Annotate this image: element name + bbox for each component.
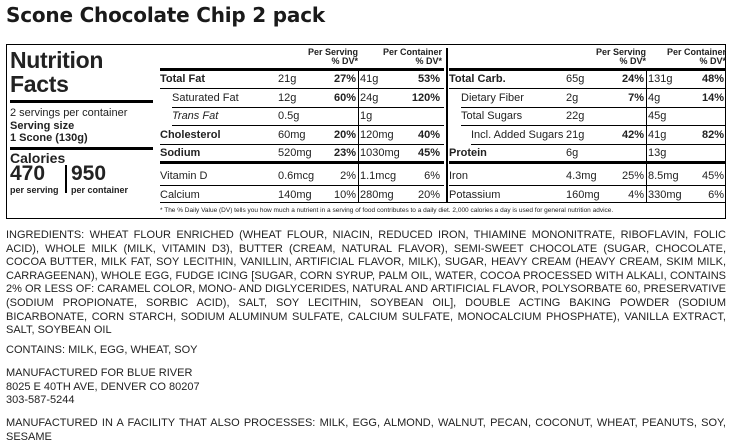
row-divider bbox=[160, 144, 444, 145]
serving-daily-value: 60% bbox=[333, 91, 356, 104]
serving-amount: 160mg bbox=[566, 188, 600, 201]
header-per-serving-right bbox=[562, 48, 646, 66]
serving-amount: 21g bbox=[278, 73, 297, 85]
nutrient-name: Iron bbox=[449, 170, 468, 182]
container-amount: 131g bbox=[648, 73, 673, 85]
nutrient-name: Total Carb. bbox=[449, 73, 506, 85]
header-rule-right bbox=[449, 68, 726, 71]
serving-amount: 2g bbox=[566, 91, 579, 104]
row-divider bbox=[449, 88, 726, 89]
container-daily-value: 14% bbox=[701, 91, 724, 104]
header-per-serving-label: Per Serving bbox=[307, 47, 358, 57]
row-divider bbox=[471, 144, 726, 145]
header-dv-label: % DV* bbox=[699, 56, 726, 66]
serving-amount: 22g bbox=[566, 110, 585, 123]
container-daily-value: 45% bbox=[417, 147, 440, 160]
container-amount: 41g bbox=[360, 73, 379, 85]
nutrient-name: Total Fat bbox=[160, 73, 206, 85]
row-divider bbox=[461, 125, 726, 126]
calories-label: Calories bbox=[10, 150, 66, 166]
heading-line-1: Nutrition bbox=[10, 47, 104, 73]
manufacturer-phone: 303-587-5244 bbox=[6, 394, 75, 407]
container-amount: 8.5mg bbox=[648, 170, 679, 182]
serving-amount: 520mg bbox=[278, 147, 312, 160]
serving-amount: 140mg bbox=[278, 188, 312, 201]
container-amount: 1g bbox=[360, 110, 373, 123]
ingredients-text: INGREDIENTS: WHEAT FLOUR ENRICHED (WHEAT FLOUR, NIACIN, REDUCED IRON, THIAMINE MONONITRATE, RIBOFLAVIN, FOLIC ACID), WHOLE MILK (MILK, VITAMIN D3), BUTTER (CREAM, NATURAL FLAVOR), SEMI-SWEET CHOCOLATE (SUGAR, CHOCOLATE, COCOA BUTTER, MILK FAT, SOY LECITHIN, VANILLIN, ARTIFICIAL FLAVOR, MILK), SUGAR, HEAVY CREAM (HEAVY CREAM, SKIM MILK, CARRAGEENAN), WHOLE EGG, FUDGE ICING [SUGAR, CORN SYRUP, PALM OIL, WATER, COCOA PROCESSED WITH ALKALI, CONTAINS 2% OR LESS OF: CARAMEL COLOR, MONO- AND DIGLYCERIDES, NATURAL AND ARTIFICIAL FLAVOR, POLYSORBATE 60, PRESERVATIVE (SODIUM PROPIONATE, SORBIC ACID), SALT, SOY LECITHIN, SOYBEAN OIL], DOUBLE ACTING BAKING POWDER (SODIUM BICARBONATE, CORN STARCH, SODIUM ALUMINUM SULFATE, CALCIUM SULFATE, MONOCALCIUM PHOSPHATE), VANILLA EXTRACT, SALT, SOYBEAN OIL bbox=[6, 229, 726, 337]
nutrition-facts-heading bbox=[10, 48, 103, 96]
container-amount: 1030mg bbox=[360, 147, 400, 160]
serving-daily-value: 2% bbox=[340, 170, 356, 182]
container-daily-value: 53% bbox=[417, 73, 440, 85]
calories-divider bbox=[65, 165, 67, 193]
container-daily-value: 45% bbox=[701, 170, 724, 182]
block-separator bbox=[446, 48, 448, 203]
calories-per-serving: 470 bbox=[10, 162, 46, 185]
container-daily-value: 48% bbox=[701, 73, 724, 85]
serving-daily-value: 4% bbox=[628, 188, 644, 201]
header-per-serving-label: Per Serving bbox=[595, 47, 646, 57]
container-amount: 330mg bbox=[648, 188, 682, 201]
manufacturer-info bbox=[6, 367, 726, 408]
serving-amount: 65g bbox=[566, 73, 585, 85]
header-dv-label: % DV* bbox=[415, 56, 442, 66]
per-serving-label: per serving bbox=[10, 185, 59, 195]
heading-rule bbox=[10, 100, 153, 103]
row-divider bbox=[461, 107, 726, 108]
serving-size-label: Serving size bbox=[10, 120, 75, 132]
row-divider bbox=[172, 125, 444, 126]
serving-daily-value: 7% bbox=[628, 91, 644, 104]
serving-amount: 0.5g bbox=[278, 110, 300, 123]
row-divider bbox=[172, 107, 444, 108]
serving-amount: 6g bbox=[566, 147, 579, 160]
serving-amount: 12g bbox=[278, 91, 297, 104]
product-title: Scone Chocolate Chip 2 pack bbox=[6, 3, 325, 27]
nutrition-facts-panel bbox=[6, 44, 726, 219]
per-container-label: per container bbox=[71, 185, 129, 195]
nutrient-name: Incl. Added Sugars bbox=[471, 128, 564, 141]
column-divider-left bbox=[358, 68, 359, 202]
header-per-container-label: Per Container bbox=[382, 47, 442, 57]
serving-daily-value: 42% bbox=[621, 128, 644, 141]
serving-amount: 0.6mcg bbox=[278, 170, 315, 182]
container-amount: 1.1mcg bbox=[360, 170, 397, 182]
serving-daily-value: 20% bbox=[333, 128, 356, 141]
column-divider-right bbox=[646, 68, 647, 202]
row-divider bbox=[449, 185, 726, 186]
row-divider bbox=[160, 88, 444, 89]
nutrient-name: Protein bbox=[449, 147, 487, 160]
container-amount: 45g bbox=[648, 110, 667, 123]
serving-daily-value: 24% bbox=[621, 73, 644, 85]
nutrient-name: Vitamin D bbox=[160, 170, 208, 182]
container-amount: 24g bbox=[360, 91, 379, 104]
container-daily-value: 40% bbox=[417, 128, 440, 141]
serving-amount: 21g bbox=[566, 128, 585, 141]
container-amount: 4g bbox=[648, 91, 661, 104]
nutrient-name: Sodium bbox=[160, 147, 201, 160]
serving-daily-value: 10% bbox=[333, 188, 356, 201]
servings-per-container: 2 servings per container bbox=[10, 107, 128, 119]
serving-daily-value: 27% bbox=[333, 73, 356, 85]
header-per-container-right bbox=[644, 48, 726, 66]
footnote-rule bbox=[160, 202, 726, 203]
calories-per-container: 950 bbox=[71, 162, 107, 185]
nutrient-name: Saturated Fat bbox=[172, 91, 239, 104]
header-per-serving-left bbox=[274, 48, 358, 66]
header-per-container-left bbox=[356, 48, 442, 66]
serving-daily-value: 25% bbox=[621, 170, 644, 182]
daily-value-footnote: * The % Daily Value (DV) tells you how much a nutrient in a serving of food contributes to a daily diet. 2,000 calories a day is used for general nutrition advice. bbox=[160, 207, 614, 214]
nutrition-summary bbox=[7, 45, 157, 218]
container-daily-value: 120% bbox=[411, 91, 440, 104]
container-amount: 120mg bbox=[360, 128, 394, 141]
row-divider bbox=[160, 185, 444, 186]
facility-allergen-statement: MANUFACTURED IN A FACILITY THAT ALSO PROCESSES: MILK, EGG, ALMOND, WALNUT, PECAN, COCONUT, WHEAT, PEANUTS, SOY, SESAME bbox=[6, 417, 726, 443]
header-dv-label: % DV* bbox=[619, 56, 646, 66]
header-per-container-label: Per Container bbox=[666, 47, 726, 57]
container-daily-value: 82% bbox=[701, 128, 724, 141]
serving-amount: 4.3mg bbox=[566, 170, 597, 182]
header-rule-left bbox=[160, 68, 444, 71]
nutrient-name: Dietary Fiber bbox=[461, 91, 524, 104]
serving-size-value: 1 Scone (130g) bbox=[10, 132, 88, 144]
container-daily-value: 6% bbox=[708, 188, 724, 201]
container-amount: 13g bbox=[648, 147, 667, 160]
nutrient-name: Total Sugars bbox=[461, 110, 523, 123]
manufacturer-name: MANUFACTURED FOR BLUE RIVER bbox=[6, 367, 193, 379]
heading-line-2: Facts bbox=[10, 71, 69, 97]
header-dv-label: % DV* bbox=[331, 56, 358, 66]
row-divider bbox=[160, 161, 444, 164]
nutrient-name: Calcium bbox=[160, 188, 200, 201]
serving-amount: 60mg bbox=[278, 128, 306, 141]
container-daily-value: 20% bbox=[417, 188, 440, 201]
row-divider bbox=[449, 161, 726, 164]
container-daily-value: 6% bbox=[424, 170, 440, 182]
serving-daily-value: 23% bbox=[333, 147, 356, 160]
contains-allergens: CONTAINS: MILK, EGG, WHEAT, SOY bbox=[6, 344, 198, 356]
nutrient-name: Potassium bbox=[449, 188, 501, 201]
container-amount: 280mg bbox=[360, 188, 394, 201]
nutrient-name: Cholesterol bbox=[160, 128, 221, 141]
nutrient-name: Trans Fat bbox=[172, 110, 219, 123]
container-amount: 41g bbox=[648, 128, 667, 141]
manufacturer-address: 8025 E 40TH AVE, DENVER CO 80207 bbox=[6, 380, 200, 393]
